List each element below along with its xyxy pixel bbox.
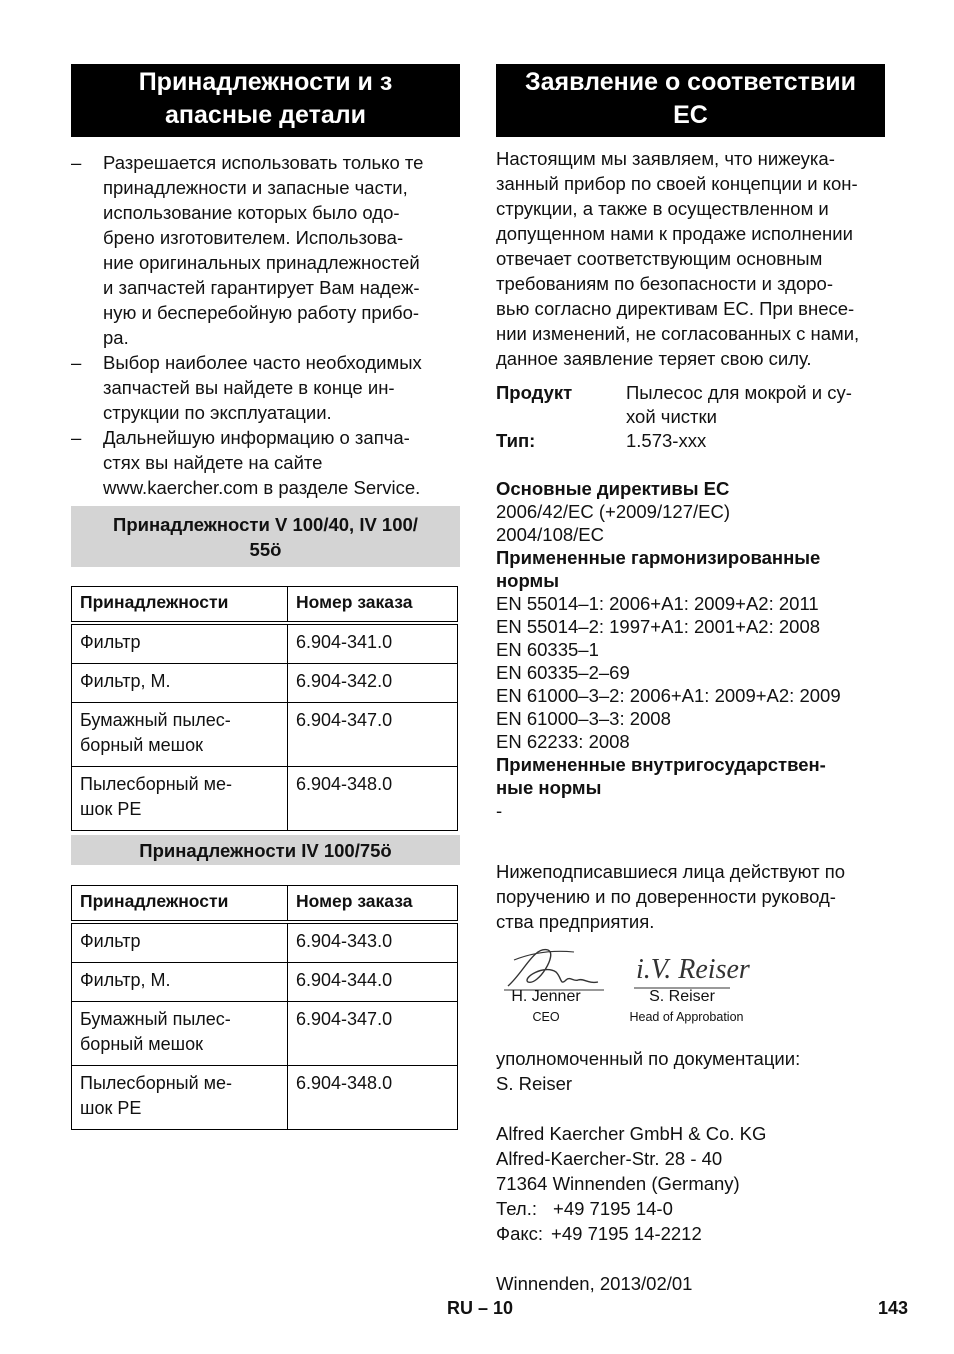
harmonized-heading: Примененные гармонизированные: [496, 547, 821, 568]
accessories-iv100-heading: Принадлежности IV 100/75ö: [71, 835, 460, 865]
text-line: допущенном нами к продаже исполнении: [496, 223, 853, 244]
table-row: [72, 922, 458, 963]
text-line: струкции, а также в осуществленном и: [496, 198, 829, 219]
national-heading: Примененные внутригосударствен-: [496, 754, 826, 775]
cell-line: Фильтр, М.: [80, 671, 171, 691]
text-line: использование которых было одо-: [103, 202, 400, 223]
documentation-responsible: [496, 1046, 885, 1096]
text-line: брено изготовителем. Использова-: [103, 227, 404, 248]
text-line: стях вы найдете на сайте: [103, 452, 323, 473]
text-line: хой чистки: [626, 406, 717, 427]
company-address: [496, 1121, 885, 1246]
signers-statement: [496, 859, 885, 934]
right-column: [496, 64, 885, 1296]
text-line: поручению и по доверенности руковод-: [496, 886, 836, 907]
directive: 2004/108/EC: [496, 524, 605, 545]
cell-line: шок PE: [80, 799, 142, 819]
phone-number: +49 7195 14-0: [553, 1198, 673, 1219]
text-line: S. Reiser: [496, 1073, 573, 1094]
cell-line: Фильтр: [80, 931, 141, 951]
accessory-name: [72, 963, 288, 1002]
signer-role: CEO: [532, 1010, 560, 1024]
order-number: 6.904-344.0: [288, 963, 458, 1002]
fax-number: +49 7195 14-2212: [551, 1223, 702, 1244]
bullet-item: [71, 150, 460, 350]
table-row: [72, 1066, 458, 1130]
accessories-v100-table: [71, 586, 458, 831]
text-line: – Выбор наиболее часто необходимых: [103, 352, 422, 373]
left-column: [71, 64, 460, 1130]
text-line: Нижеподписавшиеся лица действуют по: [496, 861, 845, 882]
standard: EN 55014–2: 1997+A1: 2001+A2: 2008: [496, 616, 821, 637]
street: Alfred-Kaercher-Str. 28 - 40: [496, 1148, 723, 1169]
bullet-item: [71, 425, 460, 500]
declaration-intro: [496, 146, 885, 371]
heading-line: Принадлежности V 100/40, IV 100/: [113, 514, 418, 535]
fax-line: [496, 1221, 885, 1246]
type-label: Тип:: [496, 430, 536, 451]
order-number: 6.904-342.0: [288, 664, 458, 703]
cell-line: Бумажный пылес-: [80, 710, 231, 730]
accessory-name: [72, 623, 288, 664]
city: 71364 Winnenden (Germany): [496, 1173, 740, 1194]
table-row: [72, 623, 458, 664]
standard: EN 55014–1: 2006+A1: 2009+A2: 2011: [496, 593, 819, 614]
table-header-row: [72, 587, 458, 624]
table-row: [72, 767, 458, 831]
order-number: 6.904-347.0: [288, 1002, 458, 1066]
order-number: 6.904-348.0: [288, 1066, 458, 1130]
text-line: струкции по эксплуатации.: [103, 402, 332, 423]
signature-reiser-text: i.V. Reiser: [636, 954, 750, 985]
accessories-title: [71, 64, 460, 137]
order-number: 6.904-341.0: [288, 623, 458, 664]
accessory-name: [72, 767, 288, 831]
standard: EN 61000–3–2: 2006+A1: 2009+A2: 2009: [496, 685, 841, 706]
type-value: 1.573-xxx: [626, 430, 707, 451]
bullet-item: [71, 350, 460, 425]
cell-line: Пылесборный ме-: [80, 774, 233, 794]
signer-name: H. Jenner: [511, 988, 581, 1005]
ec-declaration-title: [496, 64, 885, 137]
accessory-name: [72, 1002, 288, 1066]
accessories-bullet-list: [71, 150, 460, 500]
text-line: уполномоченный по документации:: [496, 1048, 801, 1069]
text-line: вью согласно директивам ЕС. При внесе-: [496, 298, 855, 319]
cell-line: шок PE: [80, 1098, 142, 1118]
text-line: ра.: [103, 327, 129, 348]
text-line: данное заявление теряет свою силу.: [496, 348, 812, 369]
accessory-name: [72, 1066, 288, 1130]
directives-block: [496, 477, 885, 822]
text-line: Пылесос для мокрой и су-: [626, 382, 852, 403]
title-line: Принадлежности и з: [138, 68, 393, 96]
title-line: Заявление о соответствии: [524, 68, 857, 96]
standard: EN 60335–2–69: [496, 662, 630, 683]
order-number: 6.904-347.0: [288, 703, 458, 767]
signatures: [496, 942, 885, 1030]
cell-line: борный мешок: [80, 735, 203, 755]
company-name: Alfred Kaercher GmbH & Co. KG: [496, 1123, 767, 1144]
table-header-row: [72, 886, 458, 923]
text-line: ную и бесперебойную работу прибо-: [103, 302, 420, 323]
cell-line: Фильтр, М.: [80, 970, 171, 990]
accessory-name: [72, 664, 288, 703]
column-header-order-number: Номер заказа: [288, 587, 458, 624]
product-row: [496, 381, 885, 429]
signer-role: Head of Approbation: [629, 1010, 744, 1024]
text-line: и запчастей гарантирует Вам надеж-: [103, 277, 420, 298]
cell-line: Пылесборный ме-: [80, 1073, 233, 1093]
text-line: ние оригинальных принадлежностей: [103, 252, 420, 273]
title-line: ЕС: [673, 101, 708, 129]
signature-reiser: [634, 940, 750, 994]
signer-name: S. Reiser: [649, 988, 715, 1005]
column-header-accessory: Принадлежности: [72, 886, 288, 923]
product-label: Продукт: [496, 382, 573, 403]
page-number: 143: [878, 1298, 909, 1318]
cell-line: борный мешок: [80, 1034, 203, 1054]
fax-label: Факс:: [496, 1223, 544, 1244]
text-line: занный прибор по своей концепции и кон-: [496, 173, 858, 194]
accessory-name: [72, 703, 288, 767]
phone-line: [496, 1196, 885, 1221]
accessories-iv100-table: [71, 885, 458, 1130]
harmonized-heading: нормы: [496, 570, 560, 591]
text-line: принадлежности и запасные части,: [103, 177, 408, 198]
standard: EN 62233: 2008: [496, 731, 630, 752]
type-row: [496, 429, 885, 453]
standard: EN 61000–3–3: 2008: [496, 708, 671, 729]
column-header-accessory: Принадлежности: [72, 587, 288, 624]
table-row: [72, 963, 458, 1002]
text-line: www.kaercher.com в разделе Service.: [103, 477, 421, 498]
accessories-v100-heading: [71, 506, 460, 567]
heading-line: 55ö: [249, 539, 282, 560]
column-header-order-number: Номер заказа: [288, 886, 458, 923]
product-info: [496, 381, 885, 453]
text-line: отвечает соответствующим основным: [496, 248, 823, 269]
directives-heading: Основные директивы ЕС: [496, 478, 730, 499]
national-heading: ные нормы: [496, 777, 602, 798]
cell-line: Фильтр: [80, 632, 141, 652]
directive: 2006/42/EC (+2009/127/EC): [496, 501, 730, 522]
phone-label: Тел.:: [496, 1198, 538, 1219]
title-line: апасные детали: [165, 101, 366, 129]
table-row: [72, 664, 458, 703]
section-page-label: RU – 10: [447, 1298, 514, 1318]
text-line: ства предприятия.: [496, 911, 655, 932]
order-number: 6.904-348.0: [288, 767, 458, 831]
text-line: запчастей вы найдете в конце ин-: [103, 377, 395, 398]
place-date: Winnenden, 2013/02/01: [496, 1273, 693, 1294]
text-line: Настоящим мы заявляем, что нижеука-: [496, 148, 835, 169]
national-standards: -: [496, 800, 503, 821]
signature-jenner: [504, 942, 604, 994]
order-number: 6.904-343.0: [288, 922, 458, 963]
product-value: [626, 381, 885, 429]
text-line: – Разрешается использовать только те: [103, 152, 424, 173]
table-row: [72, 1002, 458, 1066]
standard: EN 60335–1: [496, 639, 599, 660]
text-line: – Дальнейшую информацию о запча-: [103, 427, 410, 448]
table-row: [72, 703, 458, 767]
text-line: нии изменений, не согласованных с нами,: [496, 323, 860, 344]
text-line: требованиям по безопасности и здоро-: [496, 273, 833, 294]
accessory-name: [72, 922, 288, 963]
cell-line: Бумажный пылес-: [80, 1009, 231, 1029]
